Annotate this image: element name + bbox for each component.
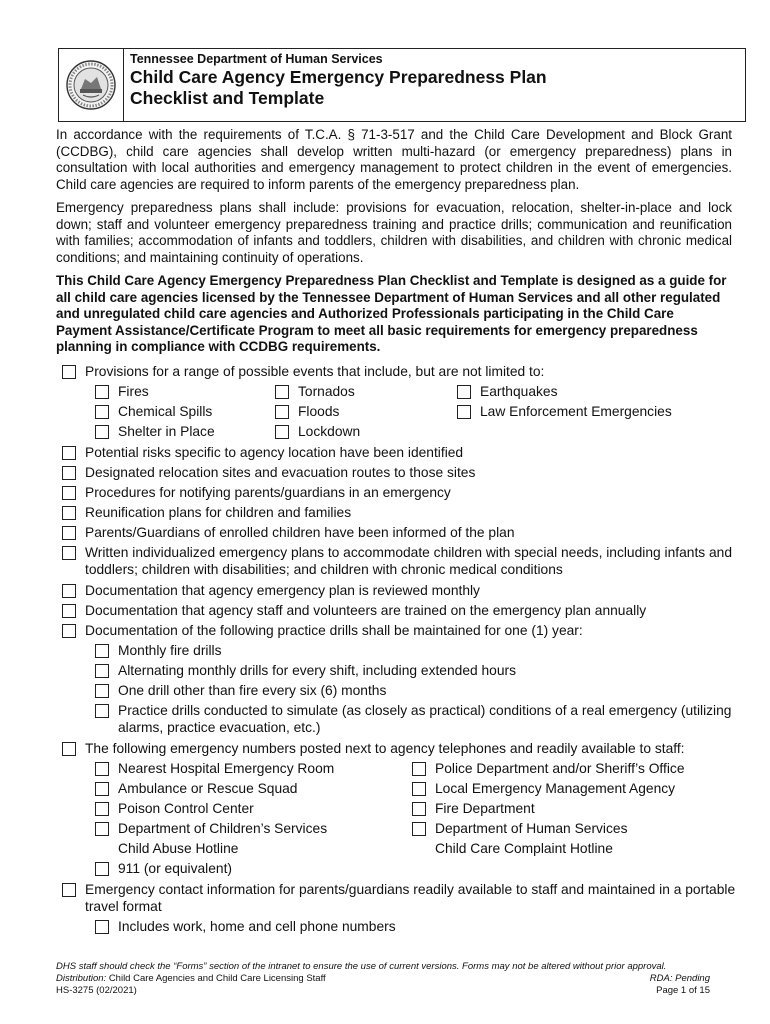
item-label: Poison Control Center bbox=[118, 801, 254, 816]
item-label bbox=[118, 820, 327, 857]
checklist-item-local-ema bbox=[412, 780, 675, 797]
dhs-sub-label: Child Care Complaint Hotline bbox=[435, 841, 613, 856]
checklist-item-reviewed-monthly bbox=[62, 582, 732, 599]
checklist-item-tornados bbox=[275, 383, 355, 400]
checklist-item-potential-risks bbox=[62, 444, 732, 461]
dhs-label: Department of Human Services bbox=[435, 821, 628, 836]
item-label: Practice drills conducted to simulate (as closely as practical) conditions of a real emergency (utilizing alarms, practice evacuation, etc.) bbox=[118, 703, 732, 735]
checklist-item-staff-trained bbox=[62, 602, 738, 619]
item-label: Includes work, home and cell phone numbers bbox=[118, 919, 396, 934]
checkbox[interactable] bbox=[95, 425, 109, 439]
item-label: Written individualized emergency plans to accommodate children with special needs, including infants and toddlers; children with disabilities; and children with chronic medical conditions bbox=[85, 545, 733, 577]
item-label: Provisions for a range of possible events that include, but are not limited to: bbox=[85, 364, 545, 379]
intro-paragraph-2: Emergency preparedness plans shall include: provisions for evacuation, relocation, shelter-in-place and lock down; staff and volunteer emergency preparedness training and practice drills; communication and reunification with families; accommodation of infants and toddlers, children with disabilities, and children with chronic medical conditions; and maintaining continuity of operations. bbox=[56, 200, 732, 265]
checklist-item-fire-dept bbox=[412, 800, 535, 817]
checklist-item-drills-documentation bbox=[62, 622, 732, 639]
item-label: Documentation that agency emergency plan is reviewed monthly bbox=[85, 583, 480, 598]
checklist-item-relocation-sites bbox=[62, 464, 732, 481]
checkbox[interactable] bbox=[412, 782, 426, 796]
checklist-item-practice-drills bbox=[95, 702, 738, 736]
checklist-item-provisions bbox=[62, 363, 732, 380]
item-label: Fires bbox=[118, 384, 149, 399]
item-label: Chemical Spills bbox=[118, 404, 213, 419]
checklist-item-poison bbox=[95, 800, 254, 817]
item-label: Shelter in Place bbox=[118, 424, 215, 439]
checklist-item-alternating-drills bbox=[95, 662, 516, 679]
checklist-item-lockdown bbox=[275, 423, 360, 440]
title-cell bbox=[124, 49, 547, 121]
dcs-sub-label: Child Abuse Hotline bbox=[118, 841, 239, 856]
checkbox[interactable] bbox=[62, 742, 76, 756]
item-label: Documentation that agency staff and volunteers are trained on the emergency plan annually bbox=[85, 603, 647, 618]
item-label: Alternating monthly drills for every shift, including extended hours bbox=[118, 663, 517, 678]
checkbox[interactable] bbox=[62, 604, 76, 618]
checklist-item-dcs bbox=[95, 820, 327, 857]
rda-status: RDA: Pending bbox=[649, 973, 710, 984]
checklist-item-law-enforcement bbox=[457, 403, 672, 420]
item-label: Law Enforcement Emergencies bbox=[480, 404, 672, 419]
item-label: Designated relocation sites and evacuation routes to those sites bbox=[85, 465, 476, 480]
checkbox[interactable] bbox=[95, 762, 109, 776]
checkbox[interactable] bbox=[412, 762, 426, 776]
checklist-item-911 bbox=[95, 860, 232, 877]
checklist-item-ambulance bbox=[95, 780, 297, 797]
item-label: Parents/Guardians of enrolled children have been informed of the plan bbox=[85, 525, 515, 540]
checkbox[interactable] bbox=[95, 684, 109, 698]
checkbox[interactable] bbox=[95, 782, 109, 796]
checkbox[interactable] bbox=[275, 425, 289, 439]
item-label: Local Emergency Management Agency bbox=[435, 781, 676, 796]
item-label: The following emergency numbers posted next to agency telephones and readily available to staff: bbox=[85, 741, 685, 756]
checkbox[interactable] bbox=[95, 664, 109, 678]
checklist-item-work-home-cell bbox=[95, 918, 396, 935]
checklist-item-contact-info bbox=[62, 881, 738, 915]
item-label: Nearest Hospital Emergency Room bbox=[118, 761, 335, 776]
department-name: Tennessee Department of Human Services bbox=[130, 52, 383, 66]
checkbox[interactable] bbox=[62, 446, 76, 460]
checkbox[interactable] bbox=[457, 385, 471, 399]
distribution-label: Distribution: bbox=[56, 973, 107, 984]
checkbox[interactable] bbox=[275, 405, 289, 419]
item-label bbox=[435, 820, 627, 857]
checklist-item-emergency-numbers bbox=[62, 740, 738, 757]
form-id: HS-3275 (02/2021) bbox=[56, 985, 137, 996]
checkbox[interactable] bbox=[95, 862, 109, 876]
document-title-line2: Checklist and Template bbox=[130, 88, 325, 108]
item-label: Reunification plans for children and families bbox=[85, 505, 352, 520]
item-label: 911 (or equivalent) bbox=[118, 861, 233, 876]
item-label: Emergency contact information for parents/guardians readily available to staff and maintained in a portable travel format bbox=[85, 882, 736, 914]
footer-note: DHS staff should check the “Forms” section of the intranet to ensure the use of current versions. Forms may not be altered without prior approval. bbox=[56, 961, 667, 972]
checkbox[interactable] bbox=[457, 405, 471, 419]
checkbox[interactable] bbox=[62, 486, 76, 500]
intro-paragraph-1: In accordance with the requirements of T.C.A. § 71-3-517 and the Child Care Development and Block Grant (CCDBG), child care agencies shall develop written multi-hazard (or emergency preparedness) plans in consultation with local authorities and emergency management to protect children in the event of emergencies. Child care agencies are required to inform parents of the emergency preparedness plan. bbox=[56, 127, 732, 192]
checkbox[interactable] bbox=[95, 822, 109, 836]
checklist-item-chemical-spills bbox=[95, 403, 212, 420]
checkbox[interactable] bbox=[62, 883, 76, 897]
footer-row-form bbox=[56, 985, 710, 997]
checkbox[interactable] bbox=[412, 802, 426, 816]
item-label: Earthquakes bbox=[480, 384, 558, 399]
item-label: Monthly fire drills bbox=[118, 643, 222, 658]
item-label: Potential risks specific to agency location have been identified bbox=[85, 445, 464, 460]
checklist-item-shelter-in-place bbox=[95, 423, 215, 440]
checklist-item-parents-informed bbox=[62, 524, 732, 541]
checkbox[interactable] bbox=[95, 920, 109, 934]
dcs-label: Department of Children’s Services bbox=[118, 821, 328, 836]
checklist-item-individualized-plans bbox=[62, 544, 738, 578]
checklist-item-police bbox=[412, 760, 685, 777]
item-label: One drill other than fire every six (6) months bbox=[118, 683, 387, 698]
checkbox[interactable] bbox=[95, 704, 109, 718]
state-seal-icon bbox=[65, 59, 117, 111]
checkbox[interactable] bbox=[62, 506, 76, 520]
item-label: Tornados bbox=[298, 384, 355, 399]
checklist-item-reunification bbox=[62, 504, 732, 521]
item-label: Police Department and/or Sheriff’s Office bbox=[435, 761, 685, 776]
header-box bbox=[58, 48, 746, 122]
checkbox[interactable] bbox=[62, 584, 76, 598]
item-label: Fire Department bbox=[435, 801, 535, 816]
item-label: Lockdown bbox=[298, 424, 361, 439]
checklist-item-fires bbox=[95, 383, 149, 400]
item-label: Floods bbox=[298, 404, 340, 419]
checklist-item-earthquakes bbox=[457, 383, 557, 400]
item-label: Ambulance or Rescue Squad bbox=[118, 781, 298, 796]
checklist-item-floods bbox=[275, 403, 339, 420]
checkbox[interactable] bbox=[412, 822, 426, 836]
footer bbox=[56, 961, 710, 997]
checklist-item-hospital bbox=[95, 760, 334, 777]
checkbox[interactable] bbox=[62, 466, 76, 480]
checklist-item-notifying-procedures bbox=[62, 484, 732, 501]
item-label: Procedures for notifying parents/guardians in an emergency bbox=[85, 485, 451, 500]
checklist-item-dhs bbox=[412, 820, 627, 857]
seal-cell bbox=[59, 49, 124, 121]
page-number: Page 1 of 15 bbox=[656, 985, 710, 996]
footer-row-distribution bbox=[56, 973, 710, 985]
distribution-value: Child Care Agencies and Child Care Licensing Staff bbox=[108, 973, 326, 984]
checkbox[interactable] bbox=[95, 385, 109, 399]
distribution-line bbox=[56, 973, 326, 985]
checkbox[interactable] bbox=[62, 526, 76, 540]
checkbox[interactable] bbox=[95, 802, 109, 816]
intro-paragraph-3: This Child Care Agency Emergency Preparedness Plan Checklist and Template is designed as a guide for all child care agencies licensed by the Tennessee Department of Human Services and all other regulated and unregulated child care agencies and Authorized Professionals participating in the Child Care Payment Assistance/Certificate Program to meet all basic requirements for emergency preparedness planning in compliance with CCDBG requirements. bbox=[56, 273, 727, 354]
checkbox[interactable] bbox=[95, 644, 109, 658]
checkbox[interactable] bbox=[62, 365, 76, 379]
item-label: Documentation of the following practice drills shall be maintained for one (1) year: bbox=[85, 623, 583, 638]
checkbox[interactable] bbox=[62, 624, 76, 638]
checklist-item-one-drill bbox=[95, 682, 386, 699]
document-title-line1: Child Care Agency Emergency Preparedness Plan bbox=[130, 67, 547, 87]
checkbox[interactable] bbox=[62, 546, 76, 560]
checklist-item-monthly-fire bbox=[95, 642, 222, 659]
checkbox[interactable] bbox=[95, 405, 109, 419]
checkbox[interactable] bbox=[275, 385, 289, 399]
